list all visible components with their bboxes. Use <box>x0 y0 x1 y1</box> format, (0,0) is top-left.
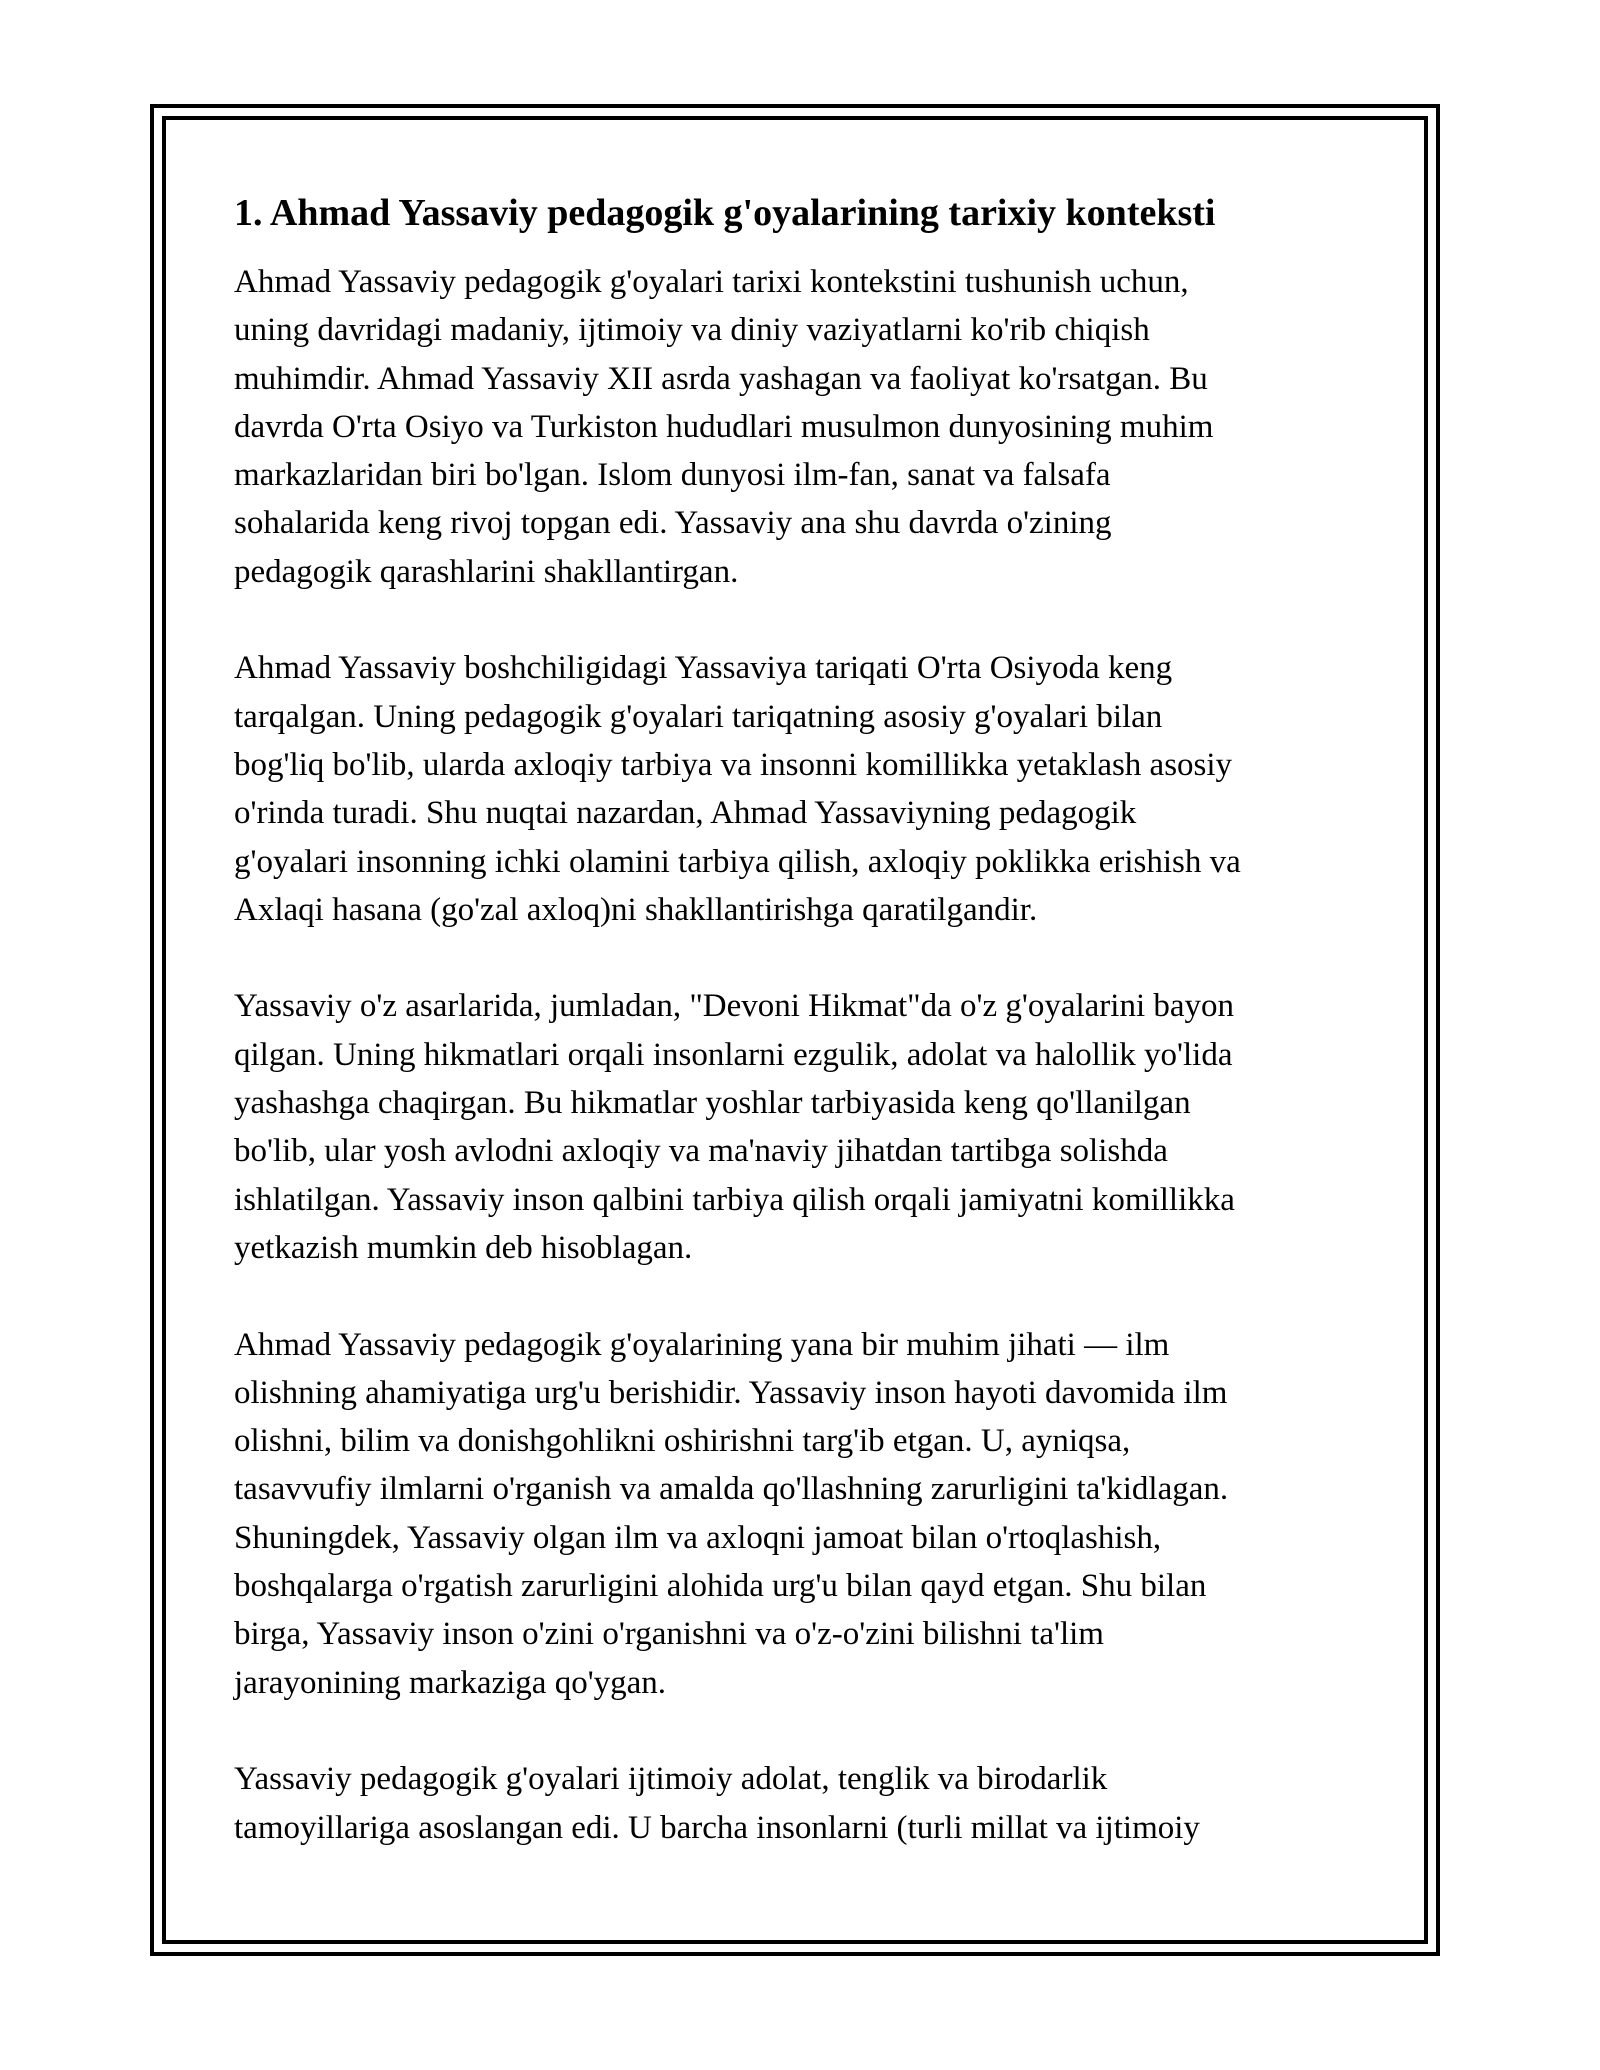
paragraph-4: Ahmad Yassaviy pedagogik g'oyalarining yana bir muhim jihati — ilm olishning ahamiyatiga urg'u berishidir. Yassaviy inson hayoti davomida ilm olishni, bilim va donishgohlikni oshirishni targ'ib etgan. U, ayniqsa, tasavvufiy ilmlarni o'rganish va amalda qo'llashning zarurligini ta'kidlagan. Shuningdek, Yassaviy olgan ilm va axloqni jamoat bilan o'rtoqlashish, boshqalarga o'rgatish zarurligini alohida urg'u bilan qayd etgan. Shu bilan birga, Yassaviy inson o'zini o'rganishni va o'z-o'zini bilishni ta'lim jarayonining markaziga qo'ygan. <box>234 1326 1229 1701</box>
section-heading: 1. Ahmad Yassaviy pedagogik g'oyalarining tarixiy konteksti <box>234 192 1216 234</box>
paragraph-5: Yassaviy pedagogik g'oyalari ijtimoiy adolat, tenglik va birodarlik tamoyillariga asoslangan edi. U barcha insonlarni (turli millat va ijtimoiy <box>234 1761 1200 1846</box>
document-body <box>234 186 1364 1900</box>
paragraph-3: Yassaviy o'z asarlarida, jumladan, "Devoni Hikmat"da o'z g'oyalarini bayon qilgan. Uning hikmatlari orqali insonlarni ezgulik, adolat va halollik yo'lida yashashga chaqirgan. Bu hikmatlar yoshlar tarbiyasida keng qo'llanilgan bo'lib, ular yosh avlodni axloqiy va ma'naviy jihatdan tartibga solishda ishlatilgan. Yassaviy inson qalbini tarbiya qilish orqali jamiyatni komillikka yetkazish mumkin deb hisoblagan. <box>234 988 1235 1266</box>
paragraph-1: Ahmad Yassaviy pedagogik g'oyalari tarixi kontekstini tushunish uchun, uning davridagi madaniy, ijtimoiy va diniy vaziyatlarni ko'rib chiqish muhimdir. Ahmad Yassaviy XII asrda yashagan va faoliyat ko'rsatgan. Bu davrda O'rta Osiyo va Turkiston hududlari musulmon dunyosining muhim markazlaridan biri bo'lgan. Islom dunyosi ilm-fan, sanat va falsafa sohalarida keng rivoj topgan edi. Yassaviy ana shu davrda o'zining pedagogik qarashlarini shakllantirgan. <box>234 264 1214 590</box>
paragraph-2: Ahmad Yassaviy boshchiligidagi Yassaviya tariqati O'rta Osiyoda keng tarqalgan. Uning pedagogik g'oyalari tariqatning asosiy g'oyalari bilan bog'liq bo'lib, ularda axloqiy tarbiya va insonni komillikka yetaklash asosiy o'rinda turadi. Shu nuqtai nazardan, Ahmad Yassaviyning pedagogik g'oyalari insonning ichki olamini tarbiya qilish, axloqiy poklikka erishish va Axlaqi hasana (go'zal axloq)ni shakllantirishga qaratilgandir. <box>234 650 1241 928</box>
